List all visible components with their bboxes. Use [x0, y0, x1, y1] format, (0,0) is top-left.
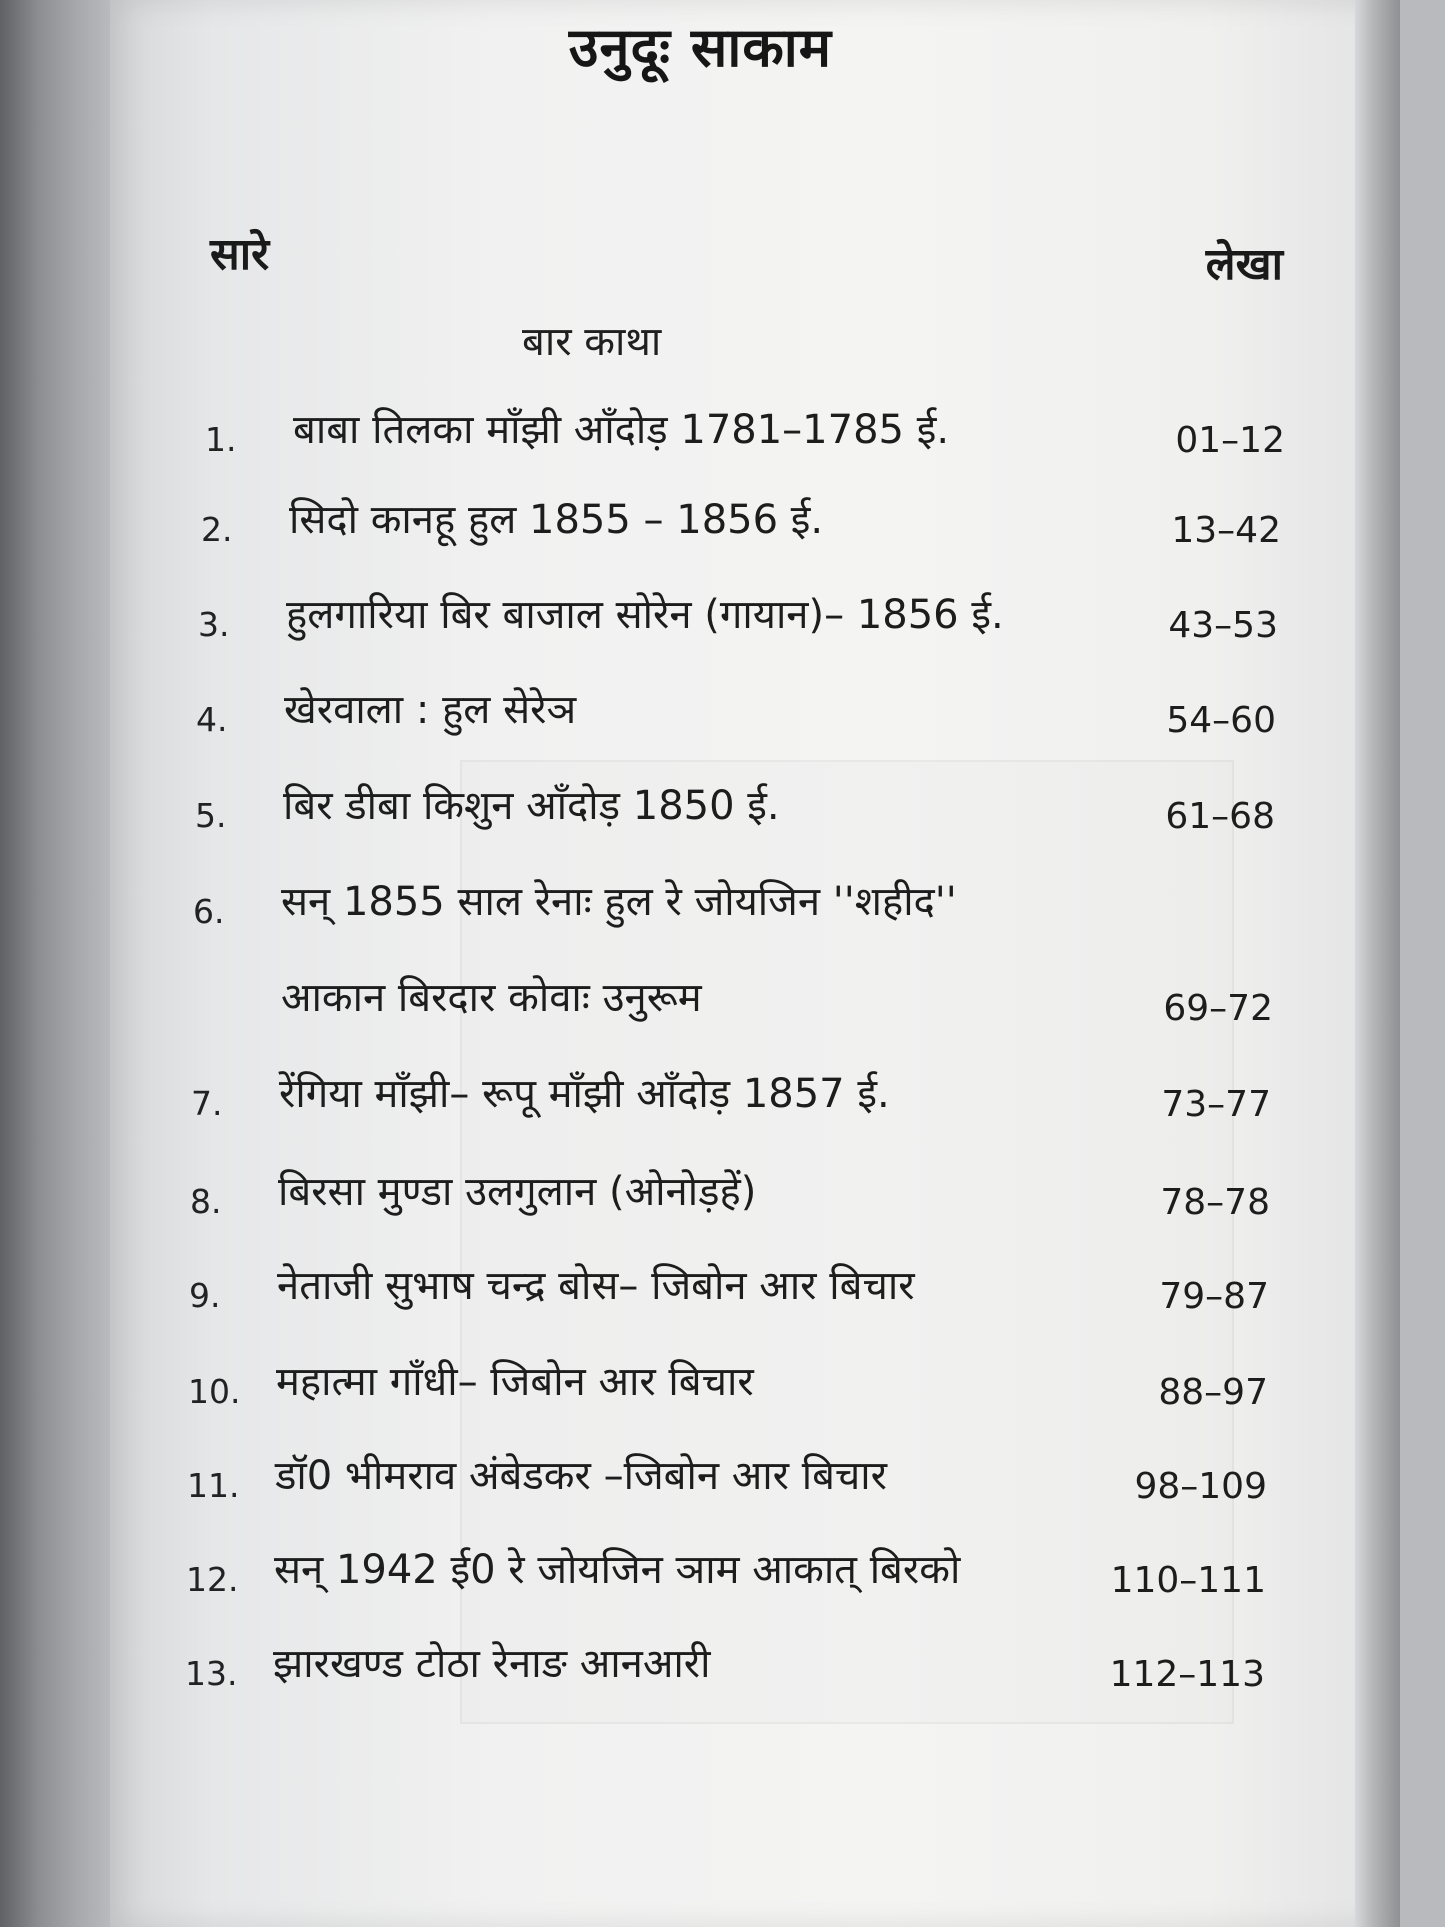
- toc-entry-9: [189, 1256, 1269, 1346]
- entry-number: 1.: [205, 420, 237, 459]
- entry-number: 12.: [186, 1560, 239, 1599]
- toc-entry-12: [186, 1540, 1266, 1630]
- entry-title: बिरसा मुण्डा उलगुलान (ओनोड़हें): [278, 1169, 757, 1215]
- toc-entry-7: [191, 1064, 1271, 1154]
- entry-number: 13.: [185, 1654, 238, 1693]
- toc-entry-5: [195, 776, 1275, 866]
- toc-entry-6: [193, 872, 1273, 1062]
- entry-title: बिर डीबा किशुन आँदोड़ 1850 ई.: [283, 783, 780, 829]
- entry-number: 6.: [193, 892, 225, 931]
- entry-pages: 73–77: [1161, 1084, 1271, 1125]
- entry-number: 5.: [195, 796, 227, 835]
- entry-number: 4.: [196, 700, 228, 739]
- toc-entry-10: [188, 1352, 1268, 1442]
- entry-title: महात्मा गाँधी– जिबोन आर बिचार: [276, 1359, 754, 1405]
- entry-title: बाबा तिलका माँझी आँदोड़ 1781–1785 ई.: [293, 407, 950, 453]
- entry-pages: 110–111: [1110, 1560, 1266, 1601]
- entry-number: 11.: [187, 1466, 240, 1505]
- entry-pages: 54–60: [1166, 700, 1276, 741]
- entry-pages: 69–72: [1163, 988, 1273, 1029]
- entry-title: हुलगारिया बिर बाजाल सोरेन (गायान)– 1856 ई.: [286, 592, 1004, 638]
- toc-entry-1: [205, 400, 1285, 490]
- entry-title: सन् 1855 साल रेनाः हुल रे जोयजिन ''शहीद'': [281, 879, 957, 925]
- entry-pages: 112–113: [1109, 1654, 1265, 1695]
- toc-entry-2: [201, 490, 1281, 580]
- entry-title: सिदो कानहू हुल 1855 – 1856 ई.: [289, 497, 824, 543]
- entry-title: नेताजी सुभाष चन्द्र बोस– जिबोन आर बिचार: [277, 1263, 915, 1309]
- entry-number: 9.: [189, 1276, 221, 1315]
- entry-pages: 13–42: [1171, 510, 1281, 551]
- entry-number: 2.: [201, 510, 233, 549]
- toc-entry-3: [198, 585, 1278, 675]
- toc-entry-11: [187, 1446, 1267, 1536]
- entry-title: खेरवाला : हुल सेरेञ: [284, 687, 577, 733]
- entry-pages: 79–87: [1159, 1276, 1269, 1317]
- entry-title-continued: आकान बिरदार कोवाः उनुरूम: [281, 975, 702, 1021]
- entry-title: सन् 1942 ई0 रे जोयजिन ञाम आकात् बिरको: [274, 1547, 961, 1593]
- toc-entry-13: [185, 1634, 1265, 1724]
- entry-pages: 88–97: [1158, 1372, 1268, 1413]
- entry-number: 7.: [191, 1084, 223, 1123]
- entry-title: डॉ0 भीमराव अंबेडकर –जिबोन आर बिचार: [275, 1453, 888, 1499]
- entry-number: 10.: [188, 1372, 241, 1411]
- toc-entry-4: [196, 680, 1276, 770]
- entry-pages: 78–78: [1160, 1182, 1270, 1223]
- entry-number: 8.: [190, 1182, 222, 1221]
- page-title: उनुदूः साकाम: [568, 16, 833, 79]
- entry-pages: 61–68: [1165, 796, 1275, 837]
- page-column-header: लेखा: [1205, 239, 1283, 290]
- entry-pages: 43–53: [1168, 605, 1278, 646]
- entry-title: झारखण्ड टोठा रेनाङ आनआरी: [273, 1641, 711, 1687]
- toc-entry-8: [190, 1162, 1270, 1252]
- serial-column-header: सारे: [210, 229, 270, 280]
- entry-title: रेंगिया माँझी– रूपू माँझी आँदोड़ 1857 ई.: [279, 1071, 890, 1117]
- entry-pages: 98–109: [1134, 1466, 1267, 1507]
- entry-number: 3.: [198, 605, 230, 644]
- section-heading: बार काथा: [522, 319, 662, 365]
- entry-pages: 01–12: [1175, 420, 1285, 461]
